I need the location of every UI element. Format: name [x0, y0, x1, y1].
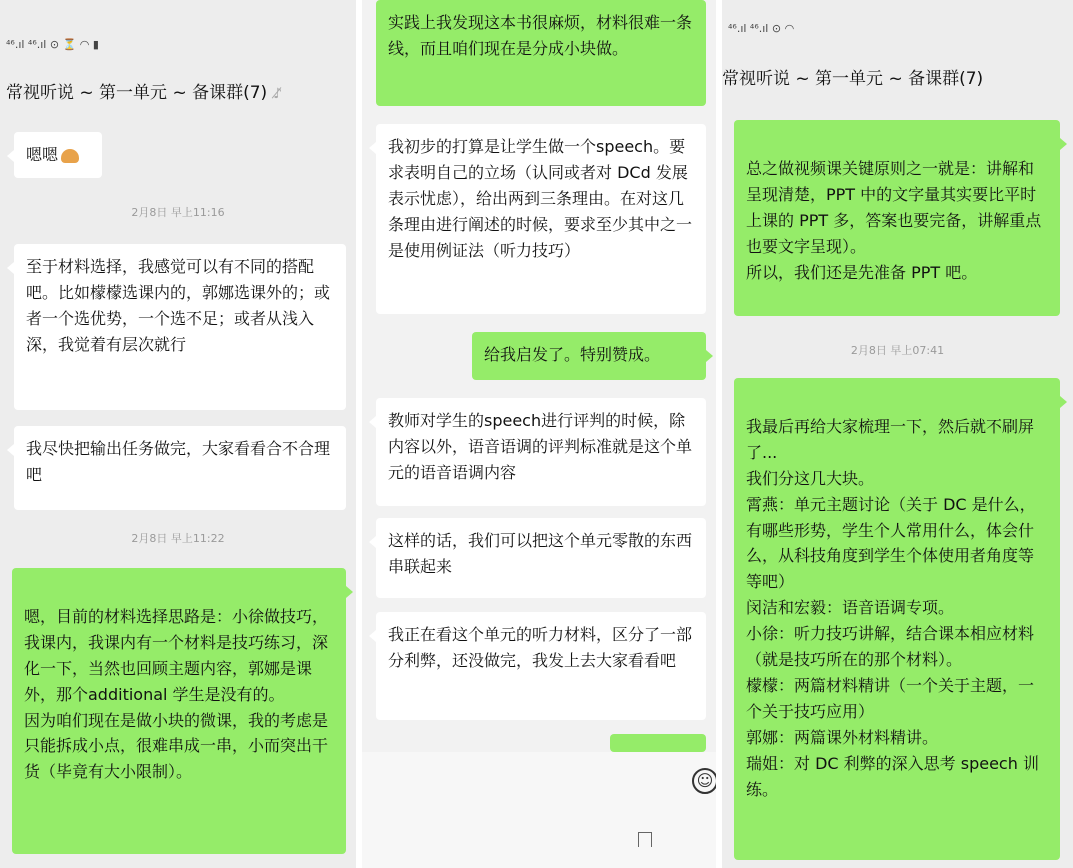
- status-bar: [728, 18, 794, 38]
- message-text: 我正在看这个单元的听力材料，区分了一部分利弊，还没做完，我发上去大家看看吧: [388, 625, 693, 670]
- bubble-tail: [7, 150, 14, 162]
- bell-off-icon: ♪̸: [273, 86, 283, 102]
- bubble-tail: [7, 262, 14, 274]
- message-bubble-self[interactable]: [472, 332, 706, 380]
- message-text: 我初步的打算是让学生做一个speech。要求表明自己的立场（认同或者对 DCd 发展表示忧虑），给出两到三条理由。在对这几条理由进行阐述的时候，要求至少其中之一是使用例证法（听力技巧）: [388, 137, 693, 260]
- status-icons: ⁴⁶.ıl ⁴⁶.ıl ⊙ ⏳ ◠ ▮: [6, 37, 99, 51]
- cookie-emoji-icon: [61, 149, 79, 163]
- middle-screenshot: [362, 0, 716, 868]
- message-bubble[interactable]: [376, 124, 706, 314]
- message-text: 总之做视频课关键原则之一就是：讲解和呈现清楚，PPT 中的文字量其实要比平时上课的 PPT 多，答案也要完备，讲解重点也要文字呈现）。 所以，我们还是先准备 PPT 吧。: [746, 158, 1042, 282]
- bubble-tail: [369, 630, 376, 642]
- status-icons: ⁴⁶.ıl ⁴⁶.ıl ⊙ ◠: [728, 21, 795, 35]
- keyboard-icon[interactable]: [638, 832, 652, 847]
- message-bubble[interactable]: [376, 398, 706, 506]
- message-text: 我最后再给大家梳理一下，然后就不刷屏了... 我们分这几大块。 霄燕：单元主题讨论（关于 DC 是什么，有哪些形势，学生个人常用什么，体会什么，从科技角度到学生个体使用者角度等等吧） 闵洁和宏毅：语音语调专项。 小徐：听力技巧讲解，结合课本相应材料（就是技巧所在的那个材料）。 檬檬：两篇材料精讲（一个关于主题，一个关于技巧应用） 郭娜：两篇课外材料精讲。 瑞姐：对 DC 利弊的深入思考 speech 训练。: [746, 416, 1039, 799]
- emoji-face-icon[interactable]: ☺: [692, 768, 716, 794]
- bubble-tail: [369, 416, 376, 428]
- bubble-tail: [346, 586, 353, 598]
- chat-title: 常视听说 ~ 第一单元 ~ 备课群(7): [722, 69, 984, 89]
- message-bubble-self[interactable]: [376, 0, 706, 106]
- message-bubble-self[interactable]: [734, 120, 1060, 316]
- message-bubble-self[interactable]: [12, 568, 346, 854]
- message-text: 嗯，目前的材料选择思路是：小徐做技巧，我课内，我课内有一个材料是技巧练习，深化一下，当然也回顾主题内容，郭娜是课外，那个additional 学生是没有的。 因为咱们现在是做小块的微课，我的考虑是只能拆成小点，很难串成一串，小而突出干货（毕竟有大小限制）。: [24, 606, 329, 782]
- bubble-tail: [369, 142, 376, 154]
- bubble-tail: [1060, 396, 1067, 408]
- message-text: 嗯嗯: [26, 145, 59, 164]
- bubble-tail: [1060, 138, 1067, 150]
- message-text: 教师对学生的speech进行评判的时候，除内容以外，语音语调的评判标准就是这个单元的语音语调内容: [388, 411, 693, 482]
- message-text: 至于材料选择，我感觉可以有不同的搭配吧。比如檬檬选课内的，郭娜选课外的；或者一个选优势，一个选不足；或者从浅入深，我觉着有层次就行: [26, 257, 331, 354]
- timestamp: 2月8日 早上07:41: [850, 344, 945, 357]
- chat-title: 常视听说 ~ 第一单元 ~ 备课群(7): [6, 83, 268, 103]
- input-bar: [362, 752, 716, 868]
- message-bubble[interactable]: [14, 244, 346, 410]
- chat-title-bar[interactable]: [722, 64, 983, 89]
- bubble-tail: [706, 350, 713, 362]
- timestamp: 2月8日 早上11:22: [131, 532, 225, 545]
- status-bar: [6, 34, 99, 54]
- message-bubble[interactable]: [14, 426, 346, 510]
- bubble-tail: [369, 536, 376, 548]
- timestamp: 2月8日 早上11:16: [131, 206, 225, 219]
- message-bubble[interactable]: [376, 518, 706, 598]
- left-screenshot: [0, 0, 356, 868]
- chat-title-bar[interactable]: [6, 78, 282, 103]
- message-text: 给我启发了。特别赞成。: [484, 345, 661, 364]
- message-bubble[interactable]: [376, 612, 706, 720]
- message-bubble[interactable]: [14, 132, 102, 178]
- bubble-tail: [7, 444, 14, 456]
- message-bubble-self-partial[interactable]: [610, 734, 706, 752]
- message-text: 我尽快把输出任务做完，大家看看合不合理吧: [26, 439, 331, 484]
- right-screenshot: [722, 0, 1073, 868]
- message-text: 这样的话，我们可以把这个单元零散的东西串联起来: [388, 531, 693, 576]
- message-text: 实践上我发现这本书很麻烦，材料很难一条线，而且咱们现在是分成小块做。: [388, 13, 693, 58]
- message-bubble-self[interactable]: [734, 378, 1060, 860]
